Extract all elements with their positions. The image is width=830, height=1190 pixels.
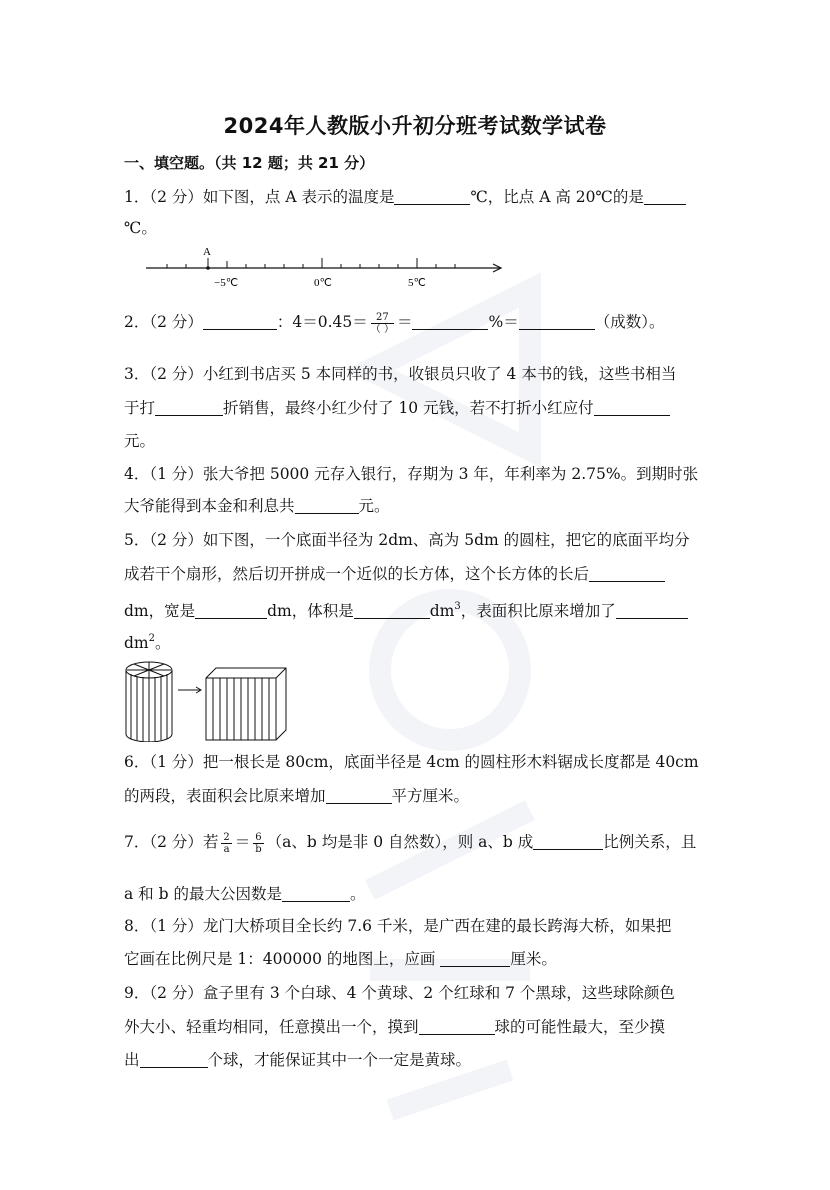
question-5-line-2: 成若干个扇形，然后切开拼成一个近似的长方体，这个长方体的长后 (124, 563, 665, 585)
question-5-line-4: $dm^2$。 (124, 633, 171, 652)
fraction: $\frac{27}{( )}$ (370, 311, 394, 335)
question-9-line-1: 9．（2 分）盒子里有 3 个白球、4 个黄球、2 个红球和 7 个黑球，这些球除颜色 (124, 984, 675, 1002)
answer-blank[interactable] (412, 313, 488, 330)
fraction-2-over-a: $\frac{2}{a}$ (223, 831, 230, 855)
answer-blank[interactable] (155, 399, 223, 416)
question-1-line-1: 1．（2 分）如下图，点 A 表示的温度是 ℃，比点 A 高 20℃的是 (124, 186, 686, 208)
question-9-line-2: 外大小、轻重均相同，任意摸出一个，摸到 球的可能性最大，至少摸 (124, 1018, 666, 1036)
question-1-line-2: ℃。 (124, 219, 157, 237)
tick-label-minus5: −5℃ (214, 277, 239, 289)
answer-blank[interactable] (644, 188, 686, 205)
question-3-line-1: 3．（2 分）小红到书店买 5 本同样的书，收银员只收了 4 本书的钱，这些书相当 (124, 365, 677, 383)
cylinder-to-cuboid-figure (124, 660, 304, 742)
answer-blank[interactable] (419, 1018, 495, 1035)
question-6-line-2: 的两段，表面积会比原来增加 平方厘米。 (124, 787, 470, 805)
question-3-line-3: 元。 (124, 432, 156, 450)
answer-blank[interactable] (616, 602, 688, 619)
answer-blank[interactable] (594, 399, 670, 416)
number-line-figure (140, 240, 510, 292)
point-a-label: A (203, 246, 211, 258)
question-6-line-1: 6．（1 分）把一根长是 80cm，底面半径是 4cm 的圆柱形木料锯成长度都是 40cm (124, 753, 699, 771)
tick-label-0: 0℃ (314, 277, 332, 289)
answer-blank[interactable] (533, 833, 603, 850)
answer-blank[interactable] (140, 1051, 208, 1068)
question-2: 2．（2 分） ：4＝0.45＝ $\frac{27}{( )}$ ＝ %＝ （成数）。 (124, 311, 665, 335)
exam-title: 2024年人教版小升初分班考试数学试卷 (223, 114, 607, 138)
section-heading: 一、填空题。（共 12 题；共 21 分） (124, 154, 375, 172)
question-3-line-2: 于打 折销售，最终小红少付了 10 元钱，若不打折小红应付 (124, 397, 670, 419)
answer-blank[interactable] (519, 313, 595, 330)
question-5-line-1: 5．（2 分）如下图，一个底面半径为 2dm、高为 5dm 的圆柱，把它的底面平均分 (124, 531, 690, 549)
answer-blank[interactable] (394, 188, 470, 205)
question-8-line-1: 8．（1 分）龙门大桥项目全长约 7.6 千米，是广西在建的最长跨海大桥，如果把 (124, 917, 672, 935)
tick-label-5: 5℃ (408, 277, 426, 289)
answer-blank[interactable] (589, 565, 665, 582)
answer-blank[interactable] (195, 602, 267, 619)
question-5-line-3: dm，宽是 dm，体积是 $dm^3$，表面积比原来增加了 (124, 596, 688, 622)
question-8-line-2: 它画在比例尺是 1：400000 的地图上，应画 厘米。 (124, 950, 557, 968)
answer-blank[interactable] (282, 885, 350, 902)
answer-blank[interactable] (326, 787, 392, 804)
answer-blank[interactable] (354, 602, 430, 619)
answer-blank[interactable] (440, 950, 510, 967)
question-4-line-1: 4．（1 分）张大爷把 5000 元存入银行，存期为 3 年，年利率为 2.75%。到期时张 (124, 465, 699, 483)
question-4-line-2: 大爷能得到本金和利息共 元。 (124, 497, 390, 515)
question-7-line-1: 7．（2 分）若 $\frac{2}{a}$ ＝ $\frac{6}{b}$ （a、b 均是非 0 自然数），则 a、b 成 比例关系，且 (124, 831, 697, 855)
question-9-line-3: 出 个球，才能保证其中一个一定是黄球。 (124, 1051, 472, 1069)
answer-blank[interactable] (203, 313, 277, 330)
question-7-line-2: a 和 b 的最大公因数是 。 (124, 885, 366, 903)
fraction-6-over-b: $\frac{6}{b}$ (255, 831, 262, 855)
answer-blank[interactable] (295, 497, 359, 514)
